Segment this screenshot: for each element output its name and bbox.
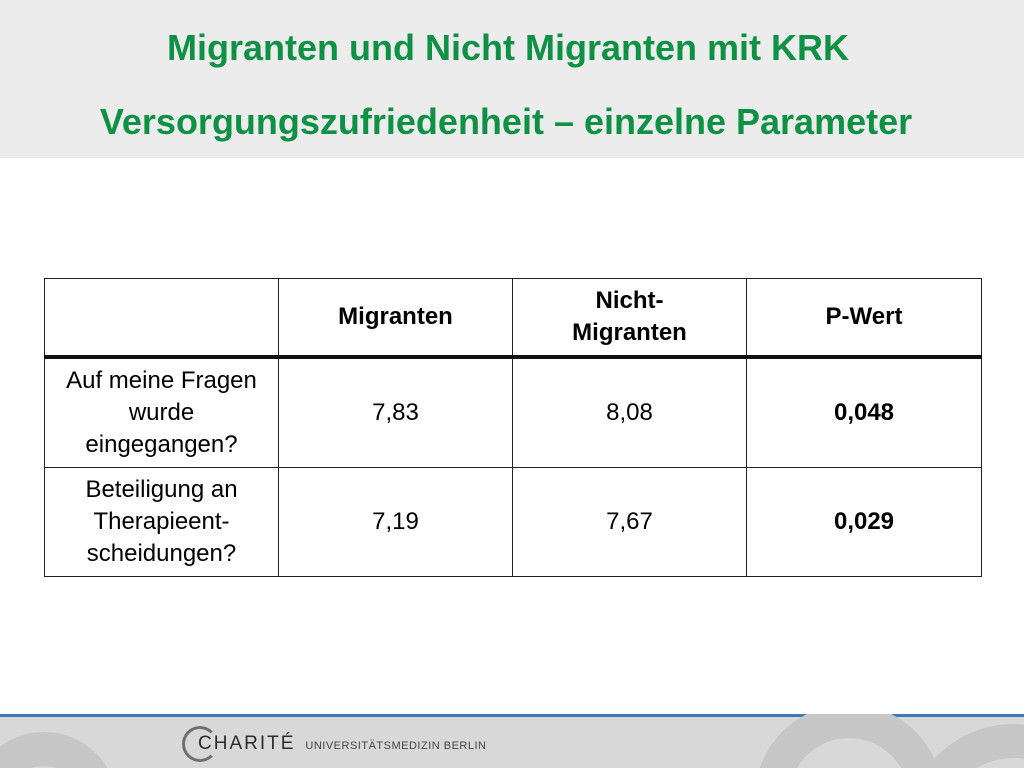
slide-title: Migranten und Nicht Migranten mit KRK: [167, 27, 849, 68]
slide-subtitle: Versorgungszufriedenheit – einzelne Parameter: [99, 101, 913, 142]
charite-logo: [182, 726, 486, 762]
footer-decoration-arc: [0, 732, 118, 768]
cell-nicht-migranten: 7,67: [513, 468, 747, 577]
table-header-row: [45, 279, 982, 358]
footer-decoration-arc: [755, 714, 943, 768]
table-row: [45, 468, 982, 577]
results-table: [44, 278, 982, 577]
logo-name: CHARITÉ: [198, 733, 296, 754]
cell-migranten: 7,19: [279, 468, 513, 577]
row-label: Auf meine Fragen wurde eingegangen?: [45, 357, 279, 468]
cell-p-wert: 0,029: [747, 468, 982, 577]
cell-p-wert: 0,048: [747, 357, 982, 468]
header-nicht-migranten-text: Nicht- Migranten: [572, 287, 687, 346]
title-band: [0, 0, 1024, 158]
header-cell-nicht-migranten: [513, 279, 747, 358]
footer-band: [0, 714, 1024, 768]
header-cell-empty: [45, 279, 279, 358]
cell-migranten: 7,83: [279, 357, 513, 468]
header-cell-p-wert: P-Wert: [747, 279, 982, 358]
header-cell-migranten: Migranten: [279, 279, 513, 358]
table-row: [45, 357, 982, 468]
cell-nicht-migranten: 8,08: [513, 357, 747, 468]
row-label: Beteiligung an Therapieent-scheidungen?: [45, 468, 279, 577]
logo-subtitle: UNIVERSITÄTSMEDIZIN BERLIN: [305, 740, 487, 752]
